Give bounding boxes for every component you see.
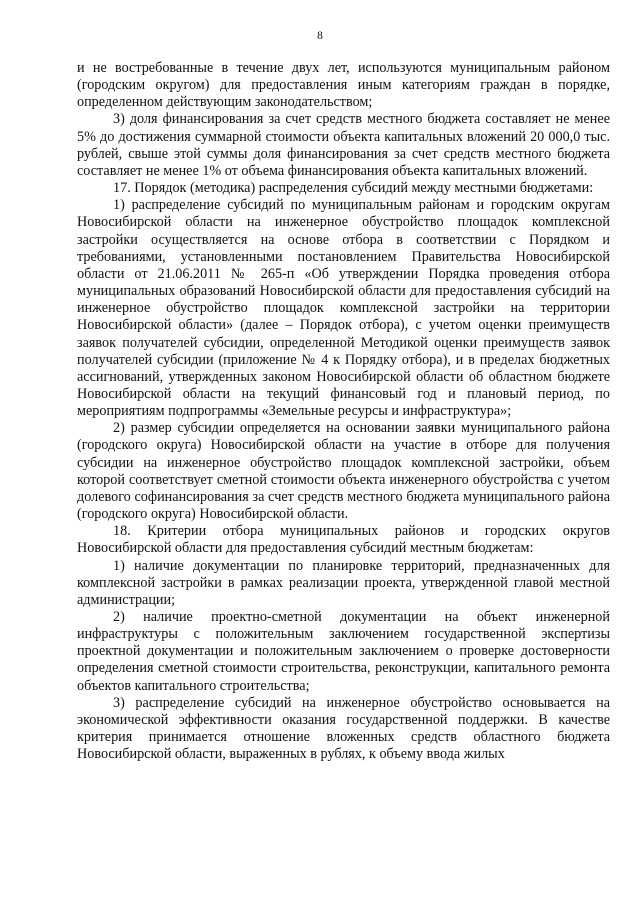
paragraph-continuation: и не востребованные в течение двух лет, используются муниципальным районом (городским округом) для предоставления иным категориям граждан в порядке, определенном действующим законодательством; <box>77 60 610 111</box>
paragraph-section-17-heading: 17. Порядок (методика) распределения субсидий между местными бюджетами: <box>113 180 594 197</box>
paragraph-section-18-heading: 18. Критерии отбора муниципальных районов и городских округов Новосибирской области для предоставления субсидий местным бюджетам: <box>77 523 610 557</box>
paragraph-section-18-item-2: 2) наличие проектно-сметной документации на объект инженерной инфраструктуры с положительным заключением государственной экспертизы проектной документации и положительным заключением о проверке достоверности определения сметной стоимости строительства, реконструкции, капитального ремонта объектов капитального строительства; <box>77 609 610 694</box>
paragraph-item-3-financing-share: 3) доля финансирования за счет средств местного бюджета составляет не менее 5% до достижения суммарной стоимости объекта капитальных вложений 20 000,0 тыс. рублей, свыше этой суммы доля финансирования за счет средств местного бюджета составляет не менее 1% от объема финансирования объекта капитальных вложений. <box>77 111 610 179</box>
paragraph-section-18-item-3: 3) распределение субсидий на инженерное обустройство основывается на экономической эффективности оказания государственной поддержки. В качестве критерия принимается отношение вложенных средств областного бюджета Новосибирской области, выраженных в рублях, к объему ввода жилых <box>77 694 610 763</box>
page-number: 8 <box>317 30 323 42</box>
paragraph-section-18-item-1: 1) наличие документации по планировке территорий, предназначенных для комплексной застройки в рамках реализации проекта, утвержденной главой местной администрации; <box>77 557 610 608</box>
document-body <box>77 60 610 763</box>
paragraph-section-17-item-2: 2) размер субсидии определяется на основании заявки муниципального района (городского округа) Новосибирской области на участие в отборе для получения субсидии на инженерное обустройство площадок комплексной застройки, объем которой соответствует сметной стоимости объекта инженерного обустройства с учетом долевого софинансирования за счет средств местного бюджета муниципального района (городского округа) Новосибирской области. <box>77 420 610 523</box>
paragraph-section-17-item-1: 1) распределение субсидий по муниципальным районам и городским округам Новосибирской области на инженерное обустройство площадок комплексной застройки осуществляется на основе отбора в соответствии с Порядком и требованиями, установленными постановлением Правительства Новосибирской области от 21.06.2011 № 265-п «Об утверждении Порядка проведения отбора муниципальных образований Новосибирской области для предоставления субсидий на инженерное обустройство площадок комплексной застройки на территории Новосибирской области» (далее – Порядок отбора), с учетом оценки преимуществ заявок получателей субсидии, определенной Методикой оценки преимуществ заявок получателей субсидии (приложение № 4 к Порядку отбора), и в пределах бюджетных ассигнований, утвержденных законом Новосибирской области об областном бюджете Новосибирской области на текущий финансовый год и плановый период, по мероприятиям подпрограммы «Земельные ресурсы и инфраструктура»; <box>77 197 610 420</box>
